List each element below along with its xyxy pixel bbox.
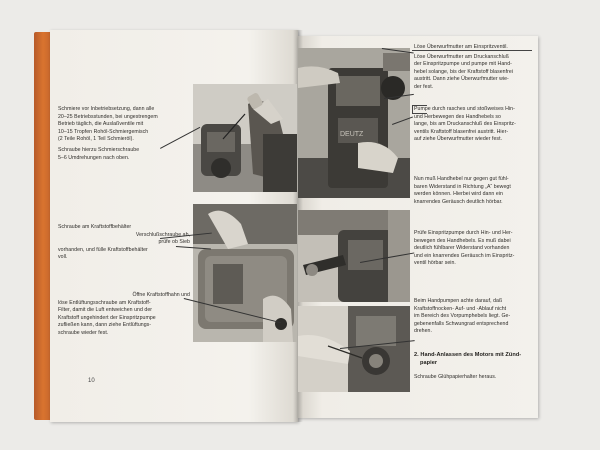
- text-line: Kraftstoffnocken- Auf- und -Ablauf nicht: [414, 305, 507, 312]
- text-line: Öffne Kraftstoffhahn und: [132, 292, 190, 298]
- text-line: prüfe ob Sieb: [158, 239, 190, 246]
- text-line: Schraube hierzu Schmierschraube: [58, 146, 140, 153]
- label-box: [412, 43, 532, 51]
- heading-line: papier: [420, 359, 438, 366]
- check-pump-instructions: [414, 230, 536, 268]
- section-heading: [414, 352, 536, 367]
- heading-line: 2. Hand-Anlassen des Motors mit Zünd-: [414, 352, 522, 358]
- lever-instructions: [414, 176, 536, 206]
- text-line: 20–25 Betriebsstunden, bei ungestrengem: [58, 113, 158, 120]
- text-line: Prüfe Einspritzpumpe durch Hin- und Her-: [414, 230, 513, 236]
- text-line: im Bereich des Vorpumphebels liegt. Ge-: [414, 313, 511, 320]
- text-line: Kraftstoff ungehindert der Einspritzpumpe: [58, 314, 156, 321]
- fuel-tank-instructions: [58, 224, 190, 262]
- text-line: Filter, damit die Luft entweichen und der: [58, 307, 153, 314]
- fuel-filter-instructions: [58, 292, 190, 338]
- text-line: der fest.: [414, 83, 434, 90]
- text-line: lange, bis am Druckanschluß des Einspritz-: [414, 121, 516, 128]
- text-line: Pumpe durch rasches und stoßweises Hin-: [414, 106, 515, 112]
- text-line: ventil hörbar sein.: [414, 260, 456, 267]
- text-line: drehen.: [414, 328, 432, 335]
- hand-pump-instructions: [414, 298, 536, 336]
- text-line: 5–6 Umdrehungen nach oben.: [58, 154, 130, 161]
- text-line: Löse Überwurfmutter am Druckanschluß: [414, 53, 509, 60]
- text-line: gebenenfalls Schwungrad entsprechend: [414, 320, 509, 327]
- text-line: vorhanden, und fülle Kraftstoffbehälter: [58, 246, 148, 253]
- page-number: 10: [88, 378, 95, 384]
- text-line: Beim Handpumpen achte darauf, daß: [414, 298, 503, 304]
- text-line: löse Entlüftungsschraube am Kraftstoff-: [58, 299, 151, 306]
- text-line: knarrendes Geräusch deutlich hörbar.: [414, 198, 503, 205]
- text-line: zufließen kann, dann ziehe Entlüftungs-: [58, 322, 152, 329]
- text-line: voll.: [58, 254, 68, 261]
- text-line: Schmiere vor Inbetriebsetzung, dann alle: [58, 106, 155, 112]
- text-line: bewegen des Handhebels. Es muß dabei: [414, 237, 511, 244]
- text-line: Schraube am Kraftstoffbehälter: [58, 224, 132, 230]
- text-line: und ein knarrendes Geräusch im Einspritz-: [414, 252, 515, 259]
- text-line: deutlich fühlbarer Widerstand vorhanden: [414, 245, 510, 252]
- label-box: [412, 105, 427, 114]
- injection-valve-instructions: [414, 44, 536, 92]
- pump-instructions: [414, 106, 536, 144]
- lubrication-instructions: [58, 106, 190, 162]
- photo-lubrication: [193, 84, 297, 192]
- photo-fuel-tank: [193, 204, 297, 342]
- text-line: Nun muß Handhebel nur gegen gut fühl-: [414, 176, 509, 182]
- text-line: 10–15 Tropfen Rohöl-Schmiergemisch: [58, 128, 149, 135]
- text-line: Betrieb täglich, die Auslaßventile mit: [58, 121, 144, 128]
- text-line: der Einspritzpumpe und pumpe mit Hand-: [414, 61, 512, 68]
- text-line: baren Widerstand in Richtung „A“ bewegt: [414, 183, 511, 190]
- text-line: und Herbewegen des Handhebels so: [414, 113, 501, 120]
- text-line: austritt. Dann ziehe Überwurfmutter wie-: [414, 76, 509, 83]
- text-line: Verschlußschraube ab,: [135, 231, 190, 238]
- text-line: werden können. Hierbei wird dann ein: [414, 191, 503, 198]
- svg-text:DEUTZ: DEUTZ: [340, 131, 364, 138]
- text-line: auf ziehe Überwurfmutter wieder fest.: [414, 136, 503, 143]
- text-line: hebel solange, bis der Kraftstoff blasenfrei: [414, 68, 513, 75]
- text-line: Löse Überwurfmutter am Einspritzventil.: [414, 44, 508, 50]
- text-line: Schraube Glühpapierhalter heraus.: [414, 374, 497, 380]
- text-line: (2 Teile Rohöl, 1 Teil Schmieröl).: [58, 136, 134, 143]
- text-line: schraube wieder fest.: [58, 329, 109, 336]
- photo-glow-paper: [298, 306, 410, 392]
- glow-paper-instruction: [414, 374, 536, 382]
- text-line: ventils Kraftstoff blasenfrei austritt. Hier-: [414, 128, 509, 135]
